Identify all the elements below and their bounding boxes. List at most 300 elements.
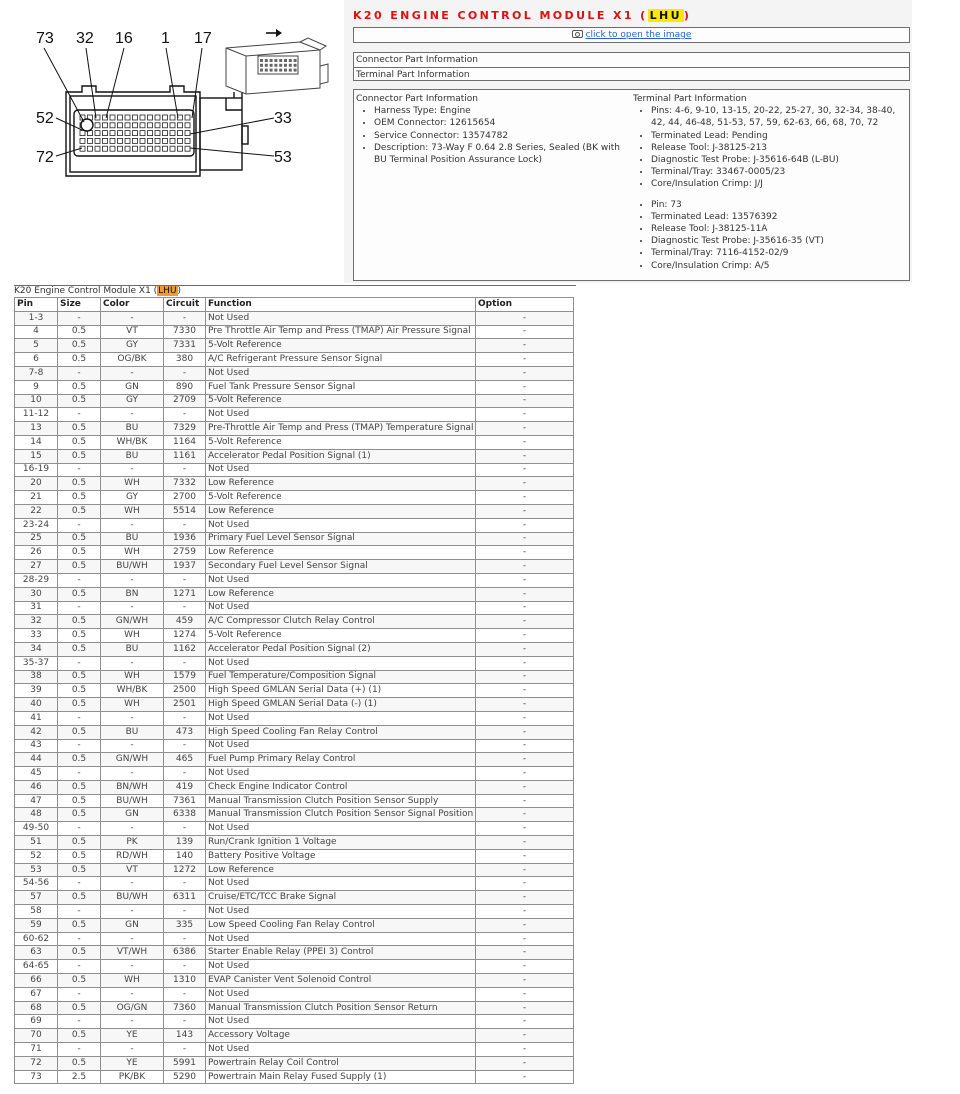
cell-circuit: - [164,463,206,477]
cell-circuit: 1164 [164,435,206,449]
table-row [15,394,574,408]
cell-size: 0.5 [58,629,101,643]
cell-size: 0.5 [58,560,101,574]
connector-pin [148,115,153,120]
summary-connector-link[interactable]: Connector Part Information [356,55,479,65]
cell-circuit: 7332 [164,477,206,491]
summary-terminal-link[interactable]: Terminal Part Information [354,67,909,81]
cell-color: - [101,711,164,725]
cell-function: Not Used [206,877,476,891]
list-item: • Core/Insulation Crimp: J/J [651,178,909,190]
cell-pin: 72 [15,1056,58,1070]
cell-circuit: 1161 [164,449,206,463]
connector-pin [88,138,93,143]
cell-option: - [476,794,574,808]
list-item: • Terminated Lead: 13576392 [651,211,909,223]
connector-pin [140,146,145,151]
cell-option: - [476,615,574,629]
cell-circuit: - [164,1043,206,1057]
cell-circuit: - [164,366,206,380]
cell-circuit: 2709 [164,394,206,408]
cell-color: RD/WH [101,849,164,863]
cell-size: 0.5 [58,353,101,367]
cell-size: 0.5 [58,491,101,505]
caption-highlight: LHU [158,286,177,296]
cell-function: High Speed Cooling Fan Relay Control [206,725,476,739]
cell-pin: 25 [15,532,58,546]
cell-pin: 6 [15,353,58,367]
cell-circuit: 139 [164,836,206,850]
cell-pin: 16-19 [15,463,58,477]
connector-pin [80,131,85,136]
cell-color: BN [101,587,164,601]
iso-pin [265,69,268,72]
cell-size: 0.5 [58,546,101,560]
cell-function: Accelerator Pedal Position Signal (2) [206,642,476,656]
cell-size: - [58,739,101,753]
table-caption [14,285,576,297]
cell-size: - [58,1043,101,1057]
table-row [15,767,574,781]
cell-circuit: 2759 [164,546,206,560]
connector-pin [170,115,175,120]
connector-pin [178,138,183,143]
cell-function: Not Used [206,463,476,477]
connector-pin [148,131,153,136]
connector-pin [95,146,100,151]
cell-size: 0.5 [58,684,101,698]
cell-option: - [476,366,574,380]
list-item: • Diagnostic Test Probe: J-35616-35 (VT) [651,235,909,247]
cell-pin: 69 [15,1015,58,1029]
cell-color: - [101,573,164,587]
connector-pin [163,146,168,151]
cell-option: - [476,325,574,339]
cell-pin: 31 [15,601,58,615]
cell-function: Not Used [206,601,476,615]
cell-size: 0.5 [58,670,101,684]
header-option: Option [476,298,574,312]
cell-circuit: 1310 [164,974,206,988]
connector-pin [125,146,130,151]
cell-color: - [101,1043,164,1057]
cell-function: Low Reference [206,863,476,877]
iso-pin [260,69,263,72]
list-item: • Service Connector: 13574782 [374,130,628,142]
iso-pin [289,64,292,67]
cell-size: - [58,408,101,422]
cell-pin: 38 [15,670,58,684]
cell-pin: 58 [15,905,58,919]
cell-function: Fuel Temperature/Composition Signal [206,670,476,684]
cell-pin: 71 [15,1043,58,1057]
cell-color: BU/WH [101,560,164,574]
iso-pin [279,64,282,67]
iso-pin [265,59,268,62]
cell-circuit: - [164,656,206,670]
title-highlight: LHU [649,9,682,22]
cell-size: - [58,822,101,836]
connector-pin [155,123,160,128]
table-row [15,573,574,587]
cell-pin: 30 [15,587,58,601]
cell-function: Low Reference [206,587,476,601]
connector-pin [110,131,115,136]
cell-function: Not Used [206,366,476,380]
table-row [15,684,574,698]
cell-color: - [101,905,164,919]
connector-pin [163,131,168,136]
connector-pin [118,146,123,151]
table-row [15,891,574,905]
cell-pin: 11-12 [15,408,58,422]
cell-option: - [476,560,574,574]
cell-size: 0.5 [58,587,101,601]
cell-circuit: 7330 [164,325,206,339]
connector-pin [95,131,100,136]
cell-option: - [476,587,574,601]
connector-pin [140,123,145,128]
cell-function: Not Used [206,739,476,753]
cell-color: - [101,518,164,532]
cell-color: - [101,463,164,477]
table-row [15,780,574,794]
cell-circuit: - [164,311,206,325]
table-row [15,408,574,422]
cell-function: Manual Transmission Clutch Position Sensor Supply [206,794,476,808]
cell-circuit: 1162 [164,642,206,656]
cell-function: Powertrain Relay Coil Control [206,1056,476,1070]
table-row [15,1043,574,1057]
table-row [15,629,574,643]
cell-circuit: 335 [164,918,206,932]
cell-circuit: - [164,767,206,781]
cell-pin: 33 [15,629,58,643]
cell-option: - [476,629,574,643]
cell-circuit: 1272 [164,863,206,877]
cell-function: A/C Refrigerant Pressure Sensor Signal [206,353,476,367]
list-item: • Terminated Lead: Pending [651,130,909,142]
cell-size: 0.5 [58,725,101,739]
table-row [15,1056,574,1070]
cell-color: PK/BK [101,1070,164,1084]
cell-color: VT [101,325,164,339]
open-image-link[interactable]: click to open the image [585,30,692,40]
cell-option: - [476,1043,574,1057]
table-row [15,380,574,394]
pin-label-32: 32 [76,30,94,47]
iso-pin [270,59,273,62]
cell-function: Not Used [206,987,476,1001]
connector-pin [118,131,123,136]
connector-pin [178,146,183,151]
cell-size: 0.5 [58,339,101,353]
cell-circuit: 1936 [164,532,206,546]
cell-option: - [476,1056,574,1070]
connector-pin [103,123,108,128]
list-item: • Description: 73-Way F 0.64 2.8 Series, Sealed (BK with BU Terminal Position Assurance Lock) [374,142,628,166]
cell-size: - [58,463,101,477]
cell-function: 5-Volt Reference [206,339,476,353]
camera-icon [572,30,583,38]
table-row [15,808,574,822]
cell-circuit: 1937 [164,560,206,574]
iso-pin [270,64,273,67]
cell-color: GN [101,808,164,822]
cell-size: 0.5 [58,891,101,905]
cell-pin: 44 [15,753,58,767]
cell-function: Not Used [206,932,476,946]
cell-circuit: 6386 [164,946,206,960]
cell-function: Not Used [206,573,476,587]
cell-circuit: 6338 [164,808,206,822]
iso-pin [279,69,282,72]
iso-pin [274,64,277,67]
table-row [15,422,574,436]
cell-pin: 5 [15,339,58,353]
cell-function: Manual Transmission Clutch Position Sensor Return [206,1001,476,1015]
cell-color: BU [101,725,164,739]
cell-circuit: - [164,1015,206,1029]
cell-size: - [58,767,101,781]
cell-option: - [476,808,574,822]
cell-circuit: 1579 [164,670,206,684]
cell-option: - [476,546,574,560]
caption-suffix: ) [177,286,182,296]
table-row [15,960,574,974]
cell-circuit: - [164,932,206,946]
info-panel [344,0,912,283]
cell-size: 0.5 [58,504,101,518]
iso-pin [274,59,277,62]
connector-pin [148,123,153,128]
connector-pin [110,123,115,128]
cell-function: Secondary Fuel Level Sensor Signal [206,560,476,574]
connector-pin [133,123,138,128]
connector-pin [133,115,138,120]
iso-pin [294,64,297,67]
iso-pin [289,69,292,72]
cell-pin: 14 [15,435,58,449]
cell-pin: 52 [15,849,58,863]
detail-box [353,89,910,281]
cell-size: - [58,960,101,974]
cell-color: GN [101,918,164,932]
cell-circuit: 7331 [164,339,206,353]
cell-size: 0.5 [58,1029,101,1043]
cell-size: 0.5 [58,449,101,463]
pin-label-53: 53 [274,149,292,166]
table-row [15,325,574,339]
cell-function: Accessory Voltage [206,1029,476,1043]
cell-circuit: - [164,822,206,836]
cell-option: - [476,767,574,781]
cell-option: - [476,339,574,353]
iso-pin [289,59,292,62]
pinout-table [14,297,574,1084]
table-row [15,711,574,725]
table-row [15,822,574,836]
cell-function: Fuel Pump Primary Relay Control [206,753,476,767]
cell-color: WH [101,504,164,518]
cell-pin: 13 [15,422,58,436]
cell-color: VT/WH [101,946,164,960]
cell-circuit: 6311 [164,891,206,905]
cell-function: Not Used [206,311,476,325]
cell-color: GY [101,394,164,408]
cell-option: - [476,932,574,946]
cell-option: - [476,684,574,698]
cell-option: - [476,905,574,919]
table-row [15,615,574,629]
leader-lines [44,48,274,156]
table-row [15,587,574,601]
cell-pin: 27 [15,560,58,574]
connector-pin [140,115,145,120]
cell-option: - [476,822,574,836]
cell-size: 0.5 [58,918,101,932]
table-row [15,656,574,670]
cell-function: Not Used [206,1043,476,1057]
iso-pin [284,59,287,62]
cell-function: Manual Transmission Clutch Position Sensor Signal Position [206,808,476,822]
table-row [15,918,574,932]
table-row [15,353,574,367]
image-link-bar [353,27,910,43]
cell-circuit: 1271 [164,587,206,601]
cell-pin: 9 [15,380,58,394]
cell-color: BU [101,422,164,436]
cell-pin: 51 [15,836,58,850]
caption-text: K20 Engine Control Module X1 ( [14,286,158,296]
connector-pin [118,115,123,120]
connector-pin [110,138,115,143]
cell-function: Not Used [206,905,476,919]
cell-color: WH [101,698,164,712]
list-item: • Terminal/Tray: 33467-0005/23 [651,166,909,178]
table-header-row [15,298,574,312]
connector-pin [163,115,168,120]
cell-option: - [476,974,574,988]
cell-circuit: - [164,711,206,725]
table-row [15,698,574,712]
header-size: Size [58,298,101,312]
cell-color: GN/WH [101,753,164,767]
cell-color: WH [101,477,164,491]
cell-option: - [476,491,574,505]
iso-pin [270,69,273,72]
cell-circuit: 7360 [164,1001,206,1015]
list-item: • Pin: 73 [651,199,909,211]
connector-pin [133,131,138,136]
cell-circuit: 7361 [164,794,206,808]
cell-color: OG/GN [101,1001,164,1015]
cell-option: - [476,1070,574,1084]
connector-pin [140,131,145,136]
cell-option: - [476,656,574,670]
cell-pin: 45 [15,767,58,781]
cell-pin: 68 [15,1001,58,1015]
cell-size: 0.5 [58,1056,101,1070]
cell-pin: 15 [15,449,58,463]
table-row [15,491,574,505]
cell-color: GN [101,380,164,394]
cell-option: - [476,394,574,408]
cell-pin: 7-8 [15,366,58,380]
connector-pin [95,123,100,128]
cell-pin: 64-65 [15,960,58,974]
pin-label-52: 52 [36,110,54,127]
connector-pin [148,138,153,143]
cell-pin: 57 [15,891,58,905]
cell-color: VT [101,863,164,877]
cell-circuit: 143 [164,1029,206,1043]
cell-option: - [476,960,574,974]
pin-label-73: 73 [36,30,54,47]
connector-pin [125,115,130,120]
cell-color: WH [101,974,164,988]
terminal-info-list-1 [633,105,909,190]
cell-size: 0.5 [58,615,101,629]
table-row [15,435,574,449]
cell-function: Not Used [206,822,476,836]
cell-color: BU/WH [101,891,164,905]
cell-color: YE [101,1056,164,1070]
cell-size: 0.5 [58,974,101,988]
cell-pin: 39 [15,684,58,698]
cell-pin: 66 [15,974,58,988]
pin-label-72: 72 [36,149,54,166]
cell-color: - [101,1015,164,1029]
pin-label-17: 17 [194,30,212,47]
table-row [15,518,574,532]
table-row [15,877,574,891]
cell-color: WH [101,629,164,643]
cell-option: - [476,1029,574,1043]
cell-circuit: 2501 [164,698,206,712]
cell-size: 0.5 [58,849,101,863]
cell-circuit: 2500 [164,684,206,698]
cell-pin: 70 [15,1029,58,1043]
connector-pin [103,138,108,143]
header-color: Color [101,298,164,312]
table-row [15,987,574,1001]
cell-pin: 21 [15,491,58,505]
cell-circuit: 459 [164,615,206,629]
cell-size: 0.5 [58,380,101,394]
table-row [15,863,574,877]
cell-color: BU [101,449,164,463]
cell-option: - [476,504,574,518]
cell-circuit: 465 [164,753,206,767]
cell-size: 0.5 [58,946,101,960]
cell-size: 0.5 [58,477,101,491]
connector-pin [163,138,168,143]
cell-circuit: - [164,987,206,1001]
iso-pin [284,64,287,67]
cell-circuit: 5991 [164,1056,206,1070]
list-item: • Harness Type: Engine [374,105,628,117]
connector-pin [125,131,130,136]
table-row [15,753,574,767]
cell-function: EVAP Canister Vent Solenoid Control [206,974,476,988]
table-row [15,642,574,656]
cell-option: - [476,353,574,367]
table-row [15,932,574,946]
table-row [15,1001,574,1015]
cell-size: - [58,932,101,946]
cell-size: 0.5 [58,794,101,808]
